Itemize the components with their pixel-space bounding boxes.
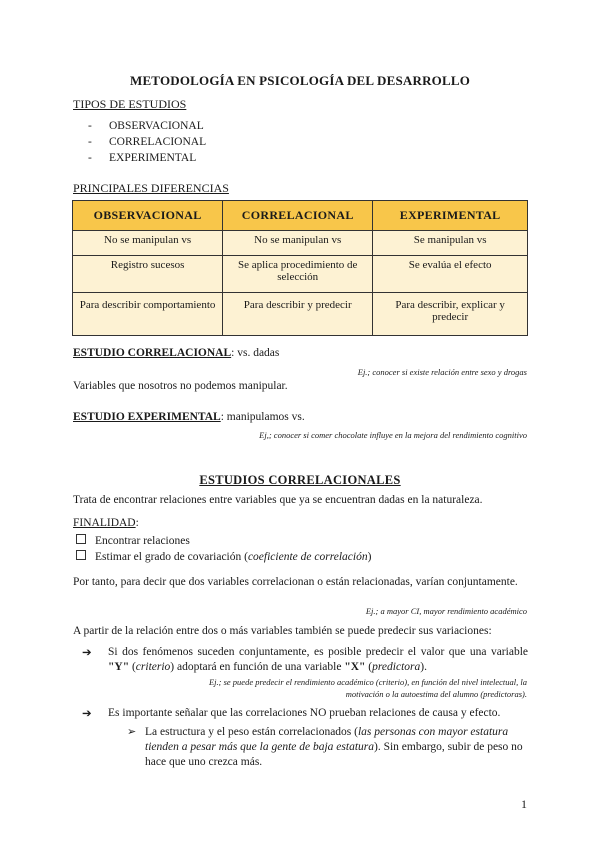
bullet-text: Si dos fenómenos suceden conjuntamente, es posible predecir el valor que una variable: [108, 646, 528, 658]
example-prediction-1: Ej.; se puede predecir el rendimiento académico (criterio), en función del nivel intelectual, la: [208, 677, 527, 687]
correlacional-label: ESTUDIO CORRELACIONAL: [73, 347, 232, 359]
checkbox-icon: [76, 550, 86, 560]
correlacional-line: [73, 347, 528, 359]
variable-x: "X": [344, 661, 366, 673]
experimental-example: Ej,; conocer si comer chocolate influye en la mejora del rendimiento cognitivo: [259, 430, 527, 440]
bullet-prediction: [108, 645, 528, 675]
table-cell: Registro sucesos: [73, 256, 223, 293]
sub-bullet-emphasis: las personas con mayor estatura tienden a pesar más que la gente de baja estatura: [145, 726, 509, 753]
list-item: - OBSERVACIONAL: [88, 118, 206, 134]
bullet-text: ).: [420, 661, 427, 673]
page-number: 1: [521, 797, 527, 811]
sub-bullet-text: La estructura y el peso están correlacionados (: [145, 726, 358, 738]
bullet-text: ) adoptará en función de una variable: [170, 661, 345, 673]
tipos-list: [88, 118, 206, 166]
example-ci: Ej.; a mayor CI, mayor rendimiento académico: [365, 606, 527, 616]
table-row: [73, 231, 528, 256]
finalidad-item-text: Estimar el grado de covariación (: [95, 551, 248, 563]
table-cell: Para describir, explicar y predecir: [373, 293, 528, 336]
page-title: METODOLOGÍA EN PSICOLOGÍA DEL DESARROLLO: [129, 73, 471, 88]
a-partir-paragraph: A partir de la relación entre dos o más variables también se puede predecir sus variaciones:: [73, 625, 492, 637]
column-header: OBSERVACIONAL: [73, 201, 223, 231]
experimental-desc: : manipulamos vs.: [220, 411, 305, 423]
criterio-term: criterio: [135, 661, 171, 673]
column-header: CORRELACIONAL: [223, 201, 373, 231]
arrowhead-icon: ➢: [127, 726, 137, 738]
tipos-heading: TIPOS DE ESTUDIOS: [73, 97, 187, 111]
intro-paragraph: Trata de encontrar relaciones entre variables que ya se encuentran dadas en la naturaleza.: [73, 494, 483, 506]
diferencias-heading: PRINCIPALES DIFERENCIAS: [73, 181, 229, 195]
finalidad-item-tail: ): [367, 551, 372, 563]
table-cell: Se evalúa el efecto: [373, 256, 528, 293]
checkbox-icon: [76, 534, 86, 544]
finalidad-item: [76, 534, 190, 547]
experimental-label: ESTUDIO EXPERIMENTAL: [73, 411, 221, 423]
table-cell: Se manipulan vs: [373, 231, 528, 256]
section-heading: ESTUDIOS CORRELACIONALES: [199, 473, 401, 487]
bullet-text: (: [365, 661, 373, 673]
finalidad-item: [76, 550, 371, 563]
diferencias-table: [72, 200, 528, 336]
correlacional-note: Variables que nosotros no podemos manipular.: [73, 380, 288, 392]
table-cell: No se manipulan vs: [73, 231, 223, 256]
finalidad-item-text: Encontrar relaciones: [95, 535, 190, 547]
arrow-right-icon: ➔: [82, 647, 92, 659]
finalidad-colon: :: [135, 517, 139, 529]
experimental-line: [73, 411, 528, 423]
arrow-right-icon: ➔: [82, 708, 92, 720]
sub-bullet-text: ). Sin embargo, subir de peso no hace que uno crezca más.: [145, 741, 523, 768]
finalidad-item-emphasis: coeficiente de correlación: [247, 551, 368, 563]
column-header: EXPERIMENTAL: [373, 201, 528, 231]
bullet-text: (: [129, 661, 136, 673]
example-prediction-2: motivación o la autoestima del alumno (predictoras).: [345, 689, 527, 699]
predictora-term: predictora: [372, 661, 421, 673]
table-cell: Para describir y predecir: [223, 293, 373, 336]
table-header-row: [73, 201, 528, 231]
table-cell: Para describir comportamiento: [73, 293, 223, 336]
sub-bullet-example: [145, 725, 528, 770]
finalidad-heading: [73, 517, 528, 529]
table-row: [73, 293, 528, 336]
list-item: - CORRELACIONAL: [88, 134, 206, 150]
correlacional-example: Ej.; conocer si existe relación entre sexo y drogas: [357, 367, 527, 377]
table-cell: Se aplica procedimiento de selección: [223, 256, 373, 293]
table-cell: No se manipulan vs: [223, 231, 373, 256]
list-item: - EXPERIMENTAL: [88, 150, 206, 166]
bullet-causation: Es importante señalar que las correlaciones NO prueban relaciones de causa y efecto.: [108, 707, 501, 719]
por-tanto-paragraph: Por tanto, para decir que dos variables correlacionan o están relacionadas, varían conjuntamente.: [73, 576, 518, 588]
correlacional-desc: : vs. dadas: [231, 347, 280, 359]
variable-y: "Y": [108, 661, 130, 673]
table-row: [73, 256, 528, 293]
finalidad-label: FINALIDAD: [73, 517, 136, 529]
